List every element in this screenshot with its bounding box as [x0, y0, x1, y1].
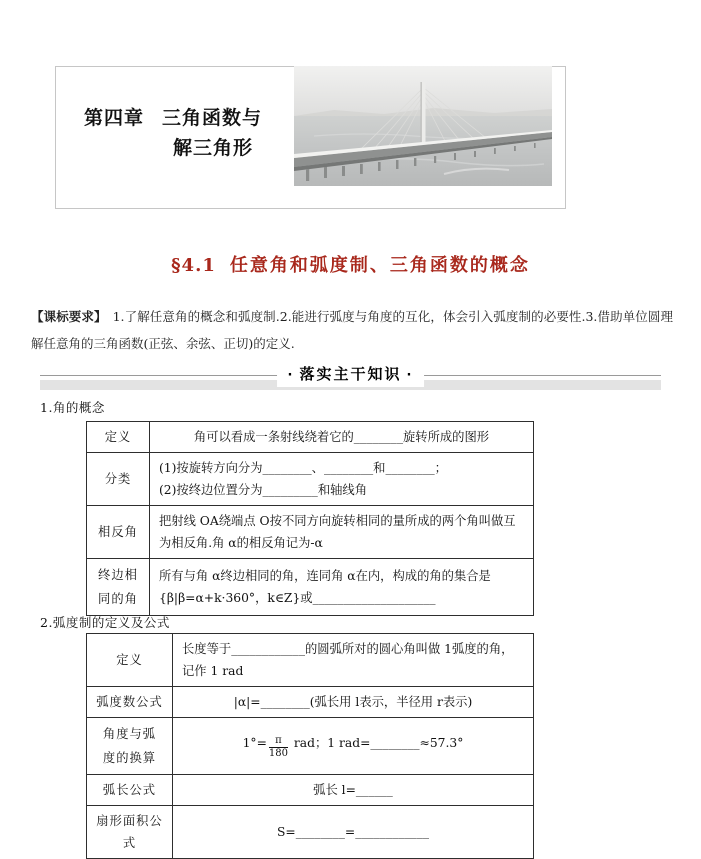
angle-concept-table: [86, 421, 534, 616]
row-content: 把射线 OA绕端点 O按不同方向旋转相同的量所成的两个角叫做互为相反角.角 α的相反角记为-α: [150, 506, 534, 559]
row-label: 相反角: [87, 506, 150, 559]
lesson-number: §4.1: [171, 255, 216, 276]
chapter-number: 第四章: [84, 107, 145, 129]
table-row: [87, 718, 534, 775]
row-label: 弧长公式: [87, 775, 173, 806]
bridge-photo-illustration: [294, 66, 552, 186]
row-label: 定义: [87, 634, 173, 687]
row-label-text: 终边相同的角: [98, 568, 138, 606]
conversion-prefix: 1°=: [242, 736, 267, 751]
lesson-title-text: 任意角和弧度制、三角函数的概念: [229, 255, 530, 276]
chapter-title: [84, 103, 262, 163]
table-row: [87, 422, 534, 453]
chapter-title-line1: [84, 103, 262, 133]
row-content: |α|=________(弧长用 l表示，半径用 r表示): [173, 687, 534, 718]
chapter-name-part1: 三角函数与: [162, 107, 263, 129]
banner-left-dot: ·: [287, 368, 295, 383]
table-row: [87, 453, 534, 506]
course-requirements-text: 1.了解任意角的概念和弧度制.2.能进行弧度与角度的互化，体会引入弧度制的必要性.3.借助单位圆理解任意角的三角函数(正弦、余弦、正切)的定义.: [31, 309, 673, 351]
row-label-text: 角度与弧度的换算: [102, 727, 157, 765]
row-content: [150, 453, 534, 506]
table-row: [87, 775, 534, 806]
lesson-title: [0, 251, 701, 277]
row-label: [87, 718, 173, 775]
conversion-suffix: rad；1 rad=________≈57.3°: [289, 736, 464, 751]
row-content: [150, 559, 534, 616]
table-row: [87, 687, 534, 718]
chapter-header-box: [55, 66, 566, 209]
row-content: 长度等于____________的圆弧所对的圆心角叫做 1弧度的角，记作 1 rad: [173, 634, 534, 687]
classification-line2: (2)按终边位置分为_________和轴线角: [159, 483, 368, 497]
fraction-denominator: 180: [268, 748, 288, 760]
table-row: [87, 559, 534, 616]
row-label: [87, 559, 150, 616]
row-label: 定义: [87, 422, 150, 453]
row-label: 扇形面积公式: [87, 806, 173, 859]
course-requirements-label: 【课标要求】: [31, 309, 107, 324]
row-label: 弧度数公式: [87, 687, 173, 718]
chapter-name-part2: 解三角形: [173, 137, 254, 159]
row-label: 分类: [87, 453, 150, 506]
banner-title: [277, 363, 425, 387]
row-content: 角可以看成一条射线绕着它的________旋转所成的图形: [150, 422, 534, 453]
section2-heading: 2.弧度制的定义及公式: [40, 615, 170, 630]
coterminal-line2: {β|β=α+k·360°，k∈Z}或____________________: [159, 591, 436, 605]
classification-line1: (1)按旋转方向分为________、________和________；: [159, 461, 447, 475]
course-requirements: [31, 303, 673, 357]
section1-heading: 1.角的概念: [40, 400, 105, 415]
row-content: S=________=____________: [173, 806, 534, 859]
radian-system-table: [86, 633, 534, 859]
pi-over-180-fraction: [269, 736, 288, 760]
row-content: 弧长 l=______: [173, 775, 534, 806]
fraction-numerator: π: [269, 736, 288, 749]
banner-title-text: 落实主干知识: [299, 365, 402, 383]
table-row: [87, 506, 534, 559]
banner-right-dot: ·: [406, 368, 414, 383]
row-content: [173, 718, 534, 775]
knowledge-banner: [40, 363, 661, 391]
table-row: [87, 806, 534, 859]
coterminal-line1: 所有与角 α终边相同的角，连同角 α在内，构成的角的集合是: [159, 569, 491, 583]
bridge-photo: [294, 66, 552, 186]
table-row: [87, 634, 534, 687]
